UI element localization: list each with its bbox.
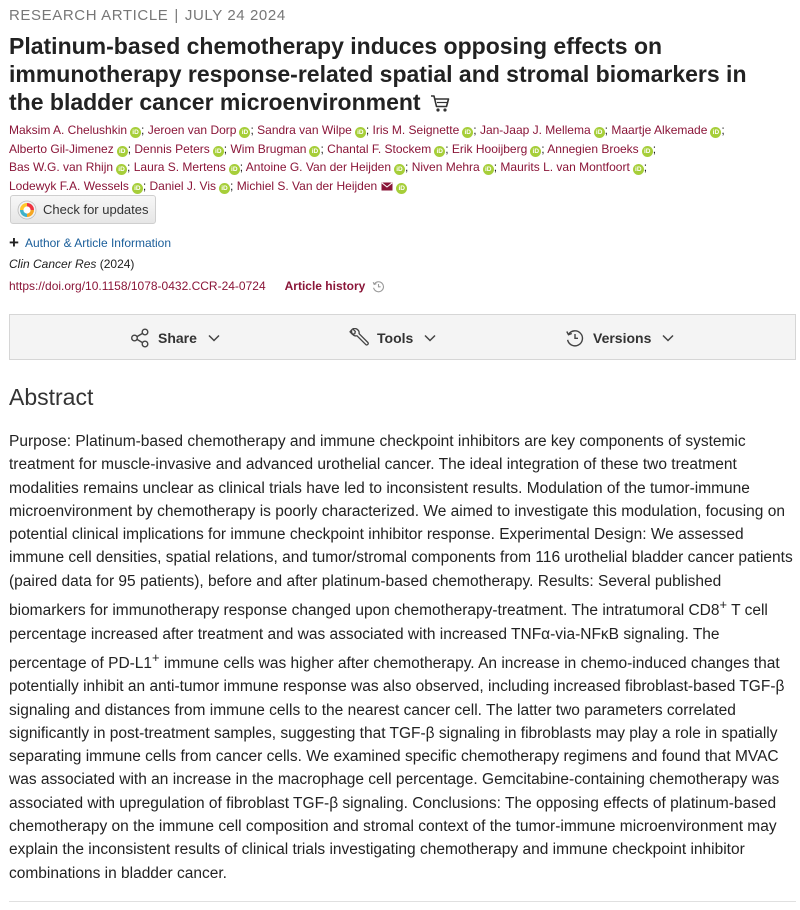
doi-link[interactable]: https://doi.org/10.1158/1078-0432.CCR-24-0724 [9, 279, 266, 293]
author-separator: ; [541, 141, 545, 156]
history-clock-icon [565, 328, 585, 348]
chevron-down-icon [424, 334, 436, 342]
orcid-icon[interactable]: iD [219, 183, 230, 194]
author-separator: ; [142, 178, 147, 193]
history-clock-icon [372, 280, 385, 293]
orcid-icon[interactable]: iD [130, 127, 141, 138]
author-link[interactable]: Iris M. Seignette [372, 123, 460, 137]
author-separator: ; [643, 160, 648, 174]
crossmark-icon [17, 200, 37, 220]
share-icon [130, 328, 150, 348]
orcid-icon[interactable]: iD [483, 164, 494, 175]
author-separator: ; [493, 160, 498, 174]
author-link[interactable]: Maksim A. Chelushkin [9, 123, 128, 137]
article-history-link[interactable] [285, 279, 386, 293]
author-separator: ; [127, 160, 131, 174]
author-separator: ; [239, 160, 244, 174]
abstract-part-1: Purpose: Platinum-based chemotherapy and immune checkpoint inhibitors are key components of systemic treatment for muscle-invasive and advanced urothelial cancer. The ideal integration of these two treatment modalities remains unclear as clinical trials have led to inconsistent results. Modulation of the tumor-immune microenvironment by chemotherapy is poorly characterized. We aimed to investigate this modulation, focusing on potential clinical implications for immune checkpoint inhibitor response. Experimental Design: We assessed immune cell densities, spatial relations, and tumor/stromal components from 116 urothelial bladder cancer patients (paired data for 95 patients), before and after platinum-based chemotherapy. Results: Several published biomarkers for immunotherapy response changed upon chemotherapy-treatment. The intratumoral CD8 [9, 433, 793, 620]
chevron-down-icon [662, 334, 674, 342]
author-separator: ; [230, 178, 234, 193]
author-separator: ; [473, 123, 477, 137]
author-link[interactable]: Dennis Peters [134, 141, 210, 156]
orcid-icon[interactable]: iD [117, 146, 128, 157]
author-separator: ; [365, 123, 370, 137]
orcid-icon[interactable]: iD [594, 127, 605, 138]
check-for-updates-label: Check for updates [43, 202, 149, 217]
check-for-updates-button[interactable] [10, 195, 156, 224]
author-link[interactable]: Jan-Jaap J. Mellema [479, 123, 591, 137]
author-link[interactable]: Sandra van Wilpe [257, 123, 352, 137]
abstract-part-3: immune cells was higher after chemotherapy. An increase in chemo-induced changes that potentially inhibit an anti-tumor immune response was also observed, including increased fibroblast-based TGF-β signaling and distances from immune cells to the nearest cancer cell. The latter two parameters correlated significantly in post-treatment samples, suggesting that TGF-β signaling in fibroblasts may play a role in spatially separating immune cells from cancer cells. We examined specific chemotherapy regimens and found that MVAC was associated with an increase in the macrophage cell percentage. Gemcitabine-containing chemotherapy was associated with upregulation of fibroblast TGF-β signaling. Conclusions: The opposing effects of platinum-based chemotherapy on the immune cell composition and stromal context of the tumor-immune microenvironment may explain the inconsistent results of clinical trials investigating chemotherapy and immune checkpoint inhibitor combinations in bladder cancer. [9, 654, 785, 882]
author-link[interactable]: Lodewyk F.A. Wessels [9, 178, 129, 193]
doi-row [9, 279, 385, 293]
article-toolbar [9, 314, 796, 360]
author-link[interactable]: Bas W.G. van Rhijn [9, 160, 114, 174]
author-link[interactable]: Wim Brugman [230, 141, 307, 156]
author-link[interactable]: Jeroen van Dorp [147, 123, 237, 137]
article-history-label: Article history [284, 279, 366, 293]
journal-year: (2024) [99, 257, 135, 271]
shopping-cart-icon[interactable] [430, 91, 450, 119]
journal-citation [9, 257, 134, 271]
orcid-icon[interactable]: iD [239, 127, 250, 138]
author-separator: ; [223, 141, 228, 156]
wrench-icon [349, 328, 369, 348]
author-separator: ; [141, 123, 145, 137]
article-title [9, 32, 769, 119]
orcid-icon[interactable]: iD [396, 183, 407, 194]
author-link[interactable]: Annegien Broeks [547, 141, 639, 156]
orcid-icon[interactable]: iD [309, 146, 320, 157]
author-separator: ; [127, 141, 132, 156]
journal-name: Clin Cancer Res [9, 257, 97, 271]
author-article-information-link[interactable] [9, 233, 172, 252]
tools-label: Tools [377, 330, 414, 346]
article-title-text: Platinum-based chemotherapy induces opposing effects on immunotherapy response-related spatial and stromal biomarkers in the bladder cancer microenvironment [9, 33, 747, 115]
author-separator: ; [405, 160, 409, 174]
article-type: RESEARCH ARTICLE [9, 7, 169, 24]
versions-label: Versions [593, 330, 652, 346]
author-link[interactable]: Antoine G. Van der Heijden [245, 160, 391, 174]
orcid-icon[interactable]: iD [710, 127, 721, 138]
orcid-icon[interactable]: iD [394, 164, 405, 175]
author-separator: ; [445, 141, 449, 156]
author-link[interactable]: Michiel S. Van der Heijden [236, 178, 378, 193]
meta-separator: | [174, 7, 179, 24]
author-info-label: Author & Article Information [24, 236, 172, 250]
author-link[interactable]: Alberto Gil-Jimenez [9, 141, 114, 156]
versions-button[interactable] [565, 328, 674, 348]
orcid-icon[interactable]: iD [462, 127, 473, 138]
abstract-part-2: T cell percentage increased after treatment and was associated with increased TNFα-via-NFκB signaling. The percentage of PD-L1 [9, 602, 768, 672]
author-separator: ; [721, 123, 725, 137]
author-separator: ; [320, 141, 324, 156]
abstract-heading: Abstract [9, 384, 94, 410]
share-button[interactable] [130, 328, 220, 348]
author-separator: ; [250, 123, 254, 137]
plus-icon: + [9, 233, 19, 252]
orcid-icon[interactable]: iD [355, 127, 366, 138]
share-label: Share [158, 330, 197, 346]
author-link[interactable]: Niven Mehra [411, 160, 480, 174]
tools-button[interactable] [349, 328, 436, 348]
author-link[interactable]: Daniel J. Vis [149, 178, 216, 193]
author-link[interactable]: Chantal F. Stockem [327, 141, 432, 156]
chevron-down-icon [208, 334, 220, 342]
superscript-plus: + [152, 649, 160, 665]
orcid-icon[interactable]: iD [229, 164, 240, 175]
orcid-icon[interactable]: iD [530, 146, 541, 157]
orcid-icon[interactable]: iD [434, 146, 445, 157]
envelope-icon[interactable] [381, 178, 393, 197]
author-link[interactable]: Erik Hooijberg [451, 141, 528, 156]
author-list [9, 121, 789, 196]
orcid-icon[interactable]: iD [633, 164, 644, 175]
author-separator: ; [652, 141, 657, 156]
author-link[interactable]: Maurits L. van Montfoort [500, 160, 630, 174]
superscript-plus: + [719, 597, 728, 613]
orcid-icon[interactable]: iD [642, 146, 653, 157]
orcid-icon[interactable]: iD [132, 183, 143, 194]
article-meta [9, 7, 286, 24]
abstract-text [9, 430, 795, 885]
author-link[interactable]: Laura S. Mertens [133, 160, 226, 174]
publication-date: JULY 24 2024 [184, 7, 286, 24]
orcid-icon[interactable]: iD [116, 164, 127, 175]
author-separator: ; [604, 123, 608, 137]
author-link[interactable]: Maartje Alkemade [611, 123, 708, 137]
orcid-icon[interactable]: iD [213, 146, 224, 157]
divider [9, 901, 796, 902]
